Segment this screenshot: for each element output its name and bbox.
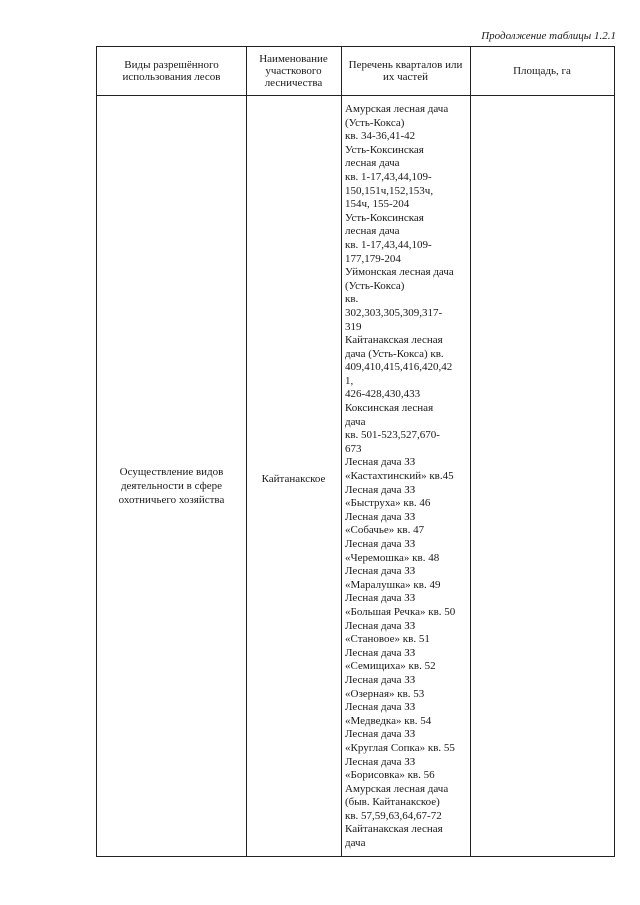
quarters-line: Уймонская лесная дача <box>345 266 454 279</box>
quarters-line: Лесная дача ЗЗ <box>345 456 416 469</box>
quarters-line: 426-428,430,433 <box>345 388 421 401</box>
quarters-line: кв. 501-523,527,670- <box>345 429 440 442</box>
quarters-line: Коксинская лесная <box>345 402 434 415</box>
quarters-line: Кайтанакская лесная <box>345 823 443 836</box>
quarters-line: Амурская лесная дача <box>345 782 449 795</box>
forest-use-table <box>96 46 615 857</box>
header-use-type: Виды разрешённого использования лесов <box>122 59 221 83</box>
quarters-line: 673 <box>345 442 362 455</box>
quarters-line: «Быструха» кв. 46 <box>345 497 431 510</box>
quarters-line: Лесная дача ЗЗ <box>345 646 416 659</box>
quarters-line: 319 <box>345 320 362 333</box>
quarters-line: Лесная дача ЗЗ <box>345 755 416 768</box>
quarters-line: «Собачье» кв. 47 <box>345 524 425 537</box>
quarters-line: «Медведка» кв. 54 <box>345 714 432 727</box>
column-divider <box>246 47 247 856</box>
quarters-line: Кайтанакская лесная <box>345 334 443 347</box>
quarters-line: «Борисовка» кв. 56 <box>345 769 435 782</box>
use-type-cell: Осуществление видов деятельности в сфере охотничьего хозяйства <box>118 466 225 506</box>
quarters-line: «Становое» кв. 51 <box>345 633 430 646</box>
quarters-line: Лесная дача ЗЗ <box>345 510 416 523</box>
quarters-line: Лесная дача ЗЗ <box>345 701 416 714</box>
quarters-line: дача <box>345 415 366 428</box>
quarters-line: «Озерная» кв. 53 <box>345 687 425 700</box>
quarters-line: лесная дача <box>345 225 400 238</box>
quarters-line: 154ч, 155-204 <box>345 198 410 211</box>
quarters-line: 177,179-204 <box>345 252 401 265</box>
quarters-line: Усть-Коксинская <box>345 143 424 156</box>
column-divider <box>470 47 471 856</box>
header-area: Площадь, га <box>513 65 571 77</box>
quarters-line: (Усть-Кокса) <box>345 116 405 129</box>
quarters-list-cell <box>345 103 467 851</box>
quarters-line: Усть-Коксинская <box>345 211 424 224</box>
header-quarters-list: Перечень кварталов или их частей <box>348 59 463 83</box>
quarters-line: кв. 34-36,41-42 <box>345 130 416 143</box>
quarters-line: «Семищиха» кв. 52 <box>345 660 436 673</box>
quarters-line: 409,410,415,416,420,42 <box>345 361 453 374</box>
quarters-line: «Большая Речка» кв. 50 <box>345 605 456 618</box>
quarters-line: Лесная дача ЗЗ <box>345 538 416 550</box>
column-divider <box>341 47 342 856</box>
quarters-line: Лесная дача ЗЗ <box>345 728 416 741</box>
quarters-line: 1, <box>345 374 354 387</box>
quarters-line: Лесная дача ЗЗ <box>345 592 416 605</box>
forestry-name-cell: Кайтанакское <box>261 473 326 485</box>
quarters-line: Лесная дача ЗЗ <box>345 483 416 496</box>
quarters-line: кв. 1-17,43,44,109- <box>345 170 432 183</box>
quarters-line: Амурская лесная дача <box>345 103 449 115</box>
quarters-line: кв. <box>345 293 359 306</box>
quarters-line: «Кастахтинский» кв.45 <box>345 470 454 483</box>
quarters-line: 302,303,305,309,317- <box>345 306 443 319</box>
quarters-line: Лесная дача ЗЗ <box>345 673 416 686</box>
quarters-line: «Маралушка» кв. 49 <box>345 578 441 591</box>
header-forestry-name: Наименование участкового лесничества <box>259 53 328 89</box>
quarters-line: лесная дача <box>345 157 400 170</box>
quarters-line: Лесная дача ЗЗ <box>345 619 416 632</box>
quarters-line: Лесная дача ЗЗ <box>345 565 416 578</box>
quarters-line: кв. 1-17,43,44,109- <box>345 238 432 251</box>
quarters-line: кв. 57,59,63,64,67-72 <box>345 809 442 822</box>
quarters-line: (быв. Кайтанакское) <box>345 796 440 809</box>
table-caption: Продолжение таблицы 1.2.1 <box>481 30 616 42</box>
quarters-line: дача <box>345 837 366 850</box>
header-divider <box>97 95 614 96</box>
quarters-line: (Усть-Кокса) <box>345 279 405 292</box>
quarters-line: «Черемошка» кв. 48 <box>345 551 440 564</box>
quarters-line: 150,151ч,152,153ч, <box>345 184 434 197</box>
quarters-line: «Круглая Сопка» кв. 55 <box>345 741 455 754</box>
quarters-line: дача (Усть-Кокса) кв. <box>345 347 444 360</box>
